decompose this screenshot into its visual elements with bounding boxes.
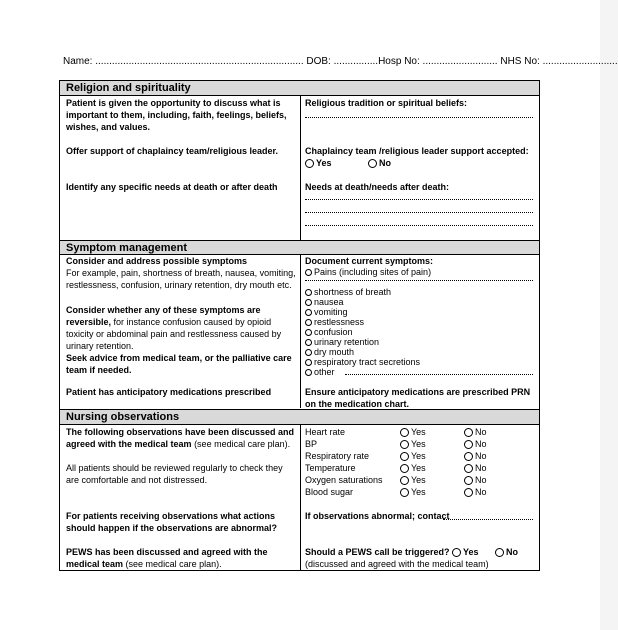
pews-yes-label: Yes xyxy=(463,547,479,557)
needs-dotted-line[interactable] xyxy=(305,225,533,226)
radio-circle-icon[interactable] xyxy=(305,369,312,376)
nursing-left-4-tail: (see medical care plan). xyxy=(125,559,222,569)
column-divider xyxy=(300,96,301,245)
radio-circle-icon[interactable] xyxy=(305,269,312,276)
yes-label: Yes xyxy=(411,439,426,449)
obs-bp-label: BP xyxy=(305,439,318,449)
obs-yes-option[interactable] xyxy=(400,474,426,486)
nursing-left-1 xyxy=(66,426,296,450)
yes-label: Yes xyxy=(316,158,332,168)
symptom-dotted-line[interactable] xyxy=(305,280,533,281)
pews-question xyxy=(305,546,479,558)
symptom-left-1 xyxy=(66,255,296,291)
yes-label: Yes xyxy=(411,463,426,473)
hosp-no-label: Hosp No: xyxy=(378,56,420,67)
symptom-label: other xyxy=(314,367,335,377)
religion-right-1: Religious tradition or spiritual beliefs: xyxy=(305,98,468,108)
care-plan-table xyxy=(59,80,540,571)
religion-left-2: Offer support of chaplaincy team/religious leader. xyxy=(66,146,279,156)
pews-no-option[interactable] xyxy=(495,546,518,558)
symptom-right-title: Document current symptoms: xyxy=(305,256,434,266)
religion-left-1: Patient is given the opportunity to discuss what is important to them, including, faith, feelings, beliefs, wishes, and values. xyxy=(66,98,287,132)
radio-circle-icon[interactable] xyxy=(305,299,312,306)
yes-label: Yes xyxy=(411,475,426,485)
symptom-label: dry mouth xyxy=(314,347,355,357)
obs-no-option[interactable] xyxy=(464,426,487,438)
radio-circle-icon[interactable] xyxy=(400,440,409,449)
nursing-left-4-bold: PEWS has been discussed and agreed with the medical team xyxy=(66,547,268,569)
symptom-label: Pains (including sites of pain) xyxy=(314,267,432,277)
radio-circle-icon[interactable] xyxy=(464,428,473,437)
no-label: No xyxy=(475,463,487,473)
obs-yes-option[interactable] xyxy=(400,438,426,450)
obs-temperature-label: Temperature xyxy=(305,463,356,473)
obs-yes-option[interactable] xyxy=(400,486,426,498)
radio-circle-icon[interactable] xyxy=(400,464,409,473)
radio-circle-icon[interactable] xyxy=(464,488,473,497)
obs-yes-option[interactable] xyxy=(400,426,426,438)
nursing-left-1-bold: The following observations have been discussed and agreed with the medical team xyxy=(66,427,295,449)
chaplaincy-no-option[interactable] xyxy=(368,157,391,169)
chaplaincy-yes-option[interactable] xyxy=(305,157,332,169)
section-header-nursing: Nursing observations xyxy=(60,409,539,425)
section-header-symptom: Symptom management xyxy=(60,240,539,255)
column-divider xyxy=(300,255,301,408)
name-field[interactable]: ........................................................................... xyxy=(95,56,304,67)
religion-left-3: Identify any specific needs at death or after death xyxy=(66,182,278,192)
radio-circle-icon[interactable] xyxy=(305,319,312,326)
column-divider xyxy=(300,425,301,570)
symptom-label: urinary retention xyxy=(314,337,380,347)
radio-circle-icon[interactable] xyxy=(400,428,409,437)
radio-circle-icon[interactable] xyxy=(464,476,473,485)
radio-circle-icon[interactable] xyxy=(400,488,409,497)
hosp-no-field[interactable]: ........................... xyxy=(422,56,498,67)
obs-oxygen-label: Oxygen saturations xyxy=(305,475,383,485)
symptom-label: shortness of breath xyxy=(314,287,392,297)
symptom-left-1-text: For example, pain, shortness of breath, nausea, vomiting, restlessness, confusion, urinary retention, dry mouth etc. xyxy=(66,268,296,290)
symptom-right-bottom: Ensure anticipatory medications are prescribed PRN on the medication chart. xyxy=(305,387,531,409)
symptom-label: vomiting xyxy=(314,307,348,317)
symptom-left-2-bold: Consider whether any of these symptoms are reversible, xyxy=(66,305,261,327)
nursing-left-3: For patients receiving observations what actions should happen if the observations are abnormal? xyxy=(66,511,278,533)
symptom-left-3: Seek advice from medical team, or the palliative care team if needed. xyxy=(66,353,292,375)
no-label: No xyxy=(475,451,487,461)
dob-field[interactable]: ................ xyxy=(333,56,379,67)
name-label: Name: xyxy=(63,56,93,67)
radio-circle-icon[interactable] xyxy=(305,289,312,296)
abnormal-contact-label: If observations abnormal; contact xyxy=(305,511,450,521)
symptom-label: respiratory tract secretions xyxy=(314,357,421,367)
dob-label: DOB: xyxy=(306,56,331,67)
obs-no-option[interactable] xyxy=(464,462,487,474)
needs-dotted-line[interactable] xyxy=(305,212,533,213)
pews-subtext: (discussed and agreed with the medical team) xyxy=(305,559,489,569)
yes-label: Yes xyxy=(411,451,426,461)
no-label: No xyxy=(379,158,391,168)
yes-label: Yes xyxy=(411,487,426,497)
religion-dotted-line[interactable] xyxy=(305,117,533,118)
radio-circle-icon[interactable] xyxy=(464,464,473,473)
radio-circle-icon[interactable] xyxy=(464,440,473,449)
symptom-label: nausea xyxy=(314,297,344,307)
symptom-label: confusion xyxy=(314,327,353,337)
nhs-no-label: NHS No: xyxy=(500,56,540,67)
pews-no-label: No xyxy=(506,547,518,557)
radio-circle-icon[interactable] xyxy=(305,159,314,168)
nursing-left-1-tail: (see medical care plan). xyxy=(194,439,291,449)
symptom-left-2 xyxy=(66,304,296,352)
religion-right-2: Chaplaincy team /religious leader support accepted: xyxy=(305,146,529,156)
obs-no-option[interactable] xyxy=(464,450,487,462)
nhs-no-field[interactable]: ........................... xyxy=(542,56,618,67)
yes-label: Yes xyxy=(411,427,426,437)
obs-no-option[interactable] xyxy=(464,474,487,486)
symptom-label: restlessness xyxy=(314,317,365,327)
contact-dotted-line[interactable] xyxy=(443,519,533,520)
religion-right-3: Needs at death/needs after death: xyxy=(305,182,450,192)
obs-yes-option[interactable] xyxy=(400,462,426,474)
obs-blood-sugar-label: Blood sugar xyxy=(305,487,354,497)
obs-heart-rate-label: Heart rate xyxy=(305,427,346,437)
symptom-option[interactable] xyxy=(305,366,335,378)
patient-header xyxy=(63,56,618,67)
radio-circle-icon[interactable] xyxy=(368,159,377,168)
obs-resp-rate-label: Respiratory rate xyxy=(305,451,370,461)
radio-circle-icon[interactable] xyxy=(305,349,312,356)
radio-circle-icon[interactable] xyxy=(452,548,461,557)
radio-circle-icon[interactable] xyxy=(495,548,504,557)
pews-question-text: Should a PEWS call be triggered? xyxy=(305,547,450,557)
obs-no-option[interactable] xyxy=(464,486,487,498)
radio-circle-icon[interactable] xyxy=(400,476,409,485)
symptom-left-1-bold: Consider and address possible symptoms xyxy=(66,256,248,266)
radio-circle-icon[interactable] xyxy=(464,452,473,461)
obs-no-option[interactable] xyxy=(464,438,487,450)
needs-dotted-line[interactable] xyxy=(305,199,533,200)
nursing-left-4 xyxy=(66,546,296,570)
no-label: No xyxy=(475,487,487,497)
nursing-left-2: All patients should be reviewed regularly to check they are comfortable and not distressed. xyxy=(66,463,283,485)
radio-circle-icon[interactable] xyxy=(305,339,312,346)
symptom-left-2-text: for instance confusion caused by opioid toxicity or abdominal pain and restlessness caused by urinary retention. xyxy=(66,317,282,351)
symptom-option[interactable] xyxy=(305,266,431,278)
symptom-left-4: Patient has anticipatory medications prescribed xyxy=(66,387,272,397)
no-label: No xyxy=(475,439,487,449)
obs-yes-option[interactable] xyxy=(400,450,426,462)
radio-circle-icon[interactable] xyxy=(400,452,409,461)
section-header-religion: Religion and spirituality xyxy=(60,80,539,96)
other-dotted-line[interactable] xyxy=(345,374,533,375)
no-label: No xyxy=(475,475,487,485)
radio-circle-icon[interactable] xyxy=(305,329,312,336)
radio-circle-icon[interactable] xyxy=(305,309,312,316)
radio-circle-icon[interactable] xyxy=(305,359,312,366)
no-label: No xyxy=(475,427,487,437)
